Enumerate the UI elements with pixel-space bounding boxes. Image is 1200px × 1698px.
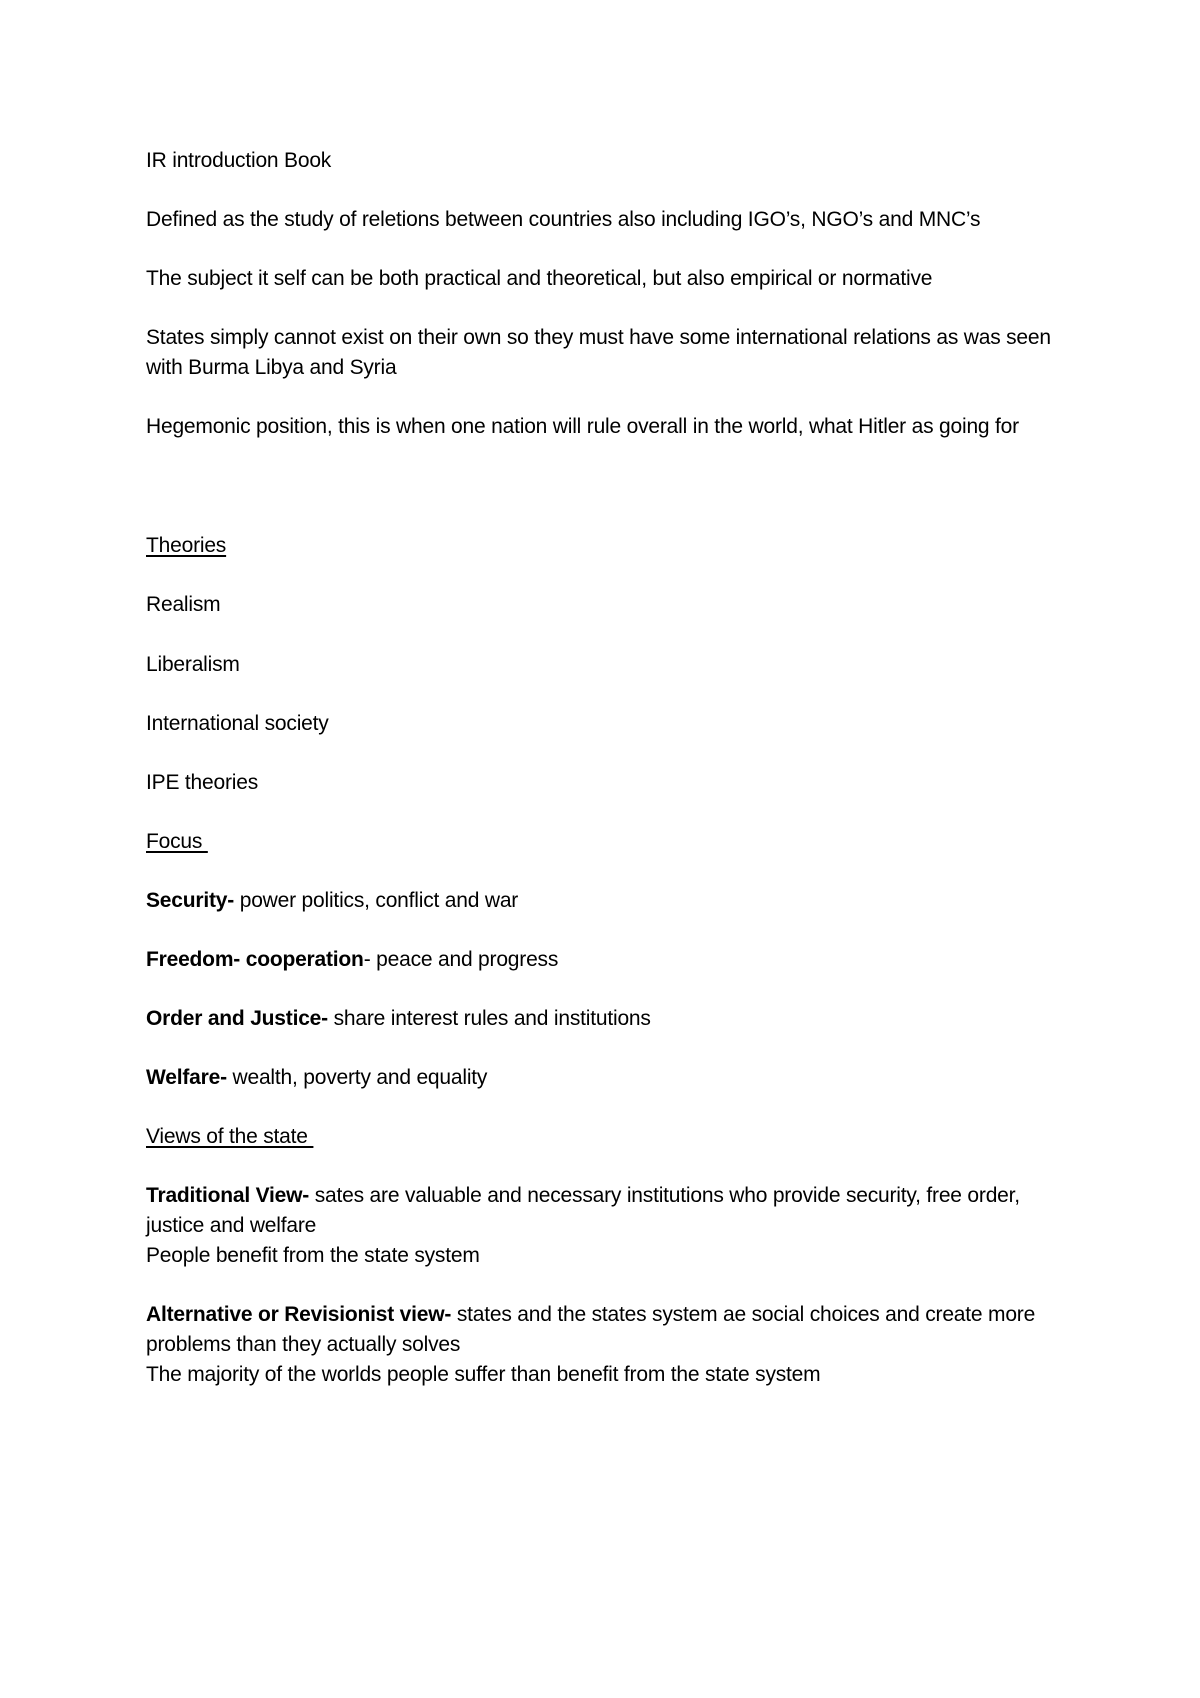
view-item <box>146 1181 1066 1271</box>
view-note: People benefit from the state system <box>146 1244 480 1267</box>
focus-item <box>146 945 1066 975</box>
focus-item <box>146 886 1066 916</box>
view-note: The majority of the worlds people suffer than benefit from the state system <box>146 1363 821 1386</box>
focus-term: Order and Justice- <box>146 1007 328 1030</box>
view-item <box>146 1300 1066 1390</box>
view-text: states and the states system ae social choices and create more problems than they actually solves <box>146 1303 1041 1356</box>
view-term: Traditional View- <box>146 1184 310 1207</box>
focus-term: Welfare- <box>146 1066 227 1089</box>
view-text: sates are valuable and necessary institutions who provide security, free order, justice and welfare <box>146 1184 1026 1237</box>
focus-text: wealth, poverty and equality <box>226 1066 488 1089</box>
theory-item: IPE theories <box>146 771 258 794</box>
focus-text: - peace and progress <box>363 948 559 971</box>
intro-paragraph: The subject it self can be both practical and theoretical, but also empirical or normative <box>146 267 933 290</box>
theory-item: International society <box>146 712 329 735</box>
intro-paragraph: States simply cannot exist on their own so they must have some international relations as was seen with Burma Libya and Syria <box>146 326 1051 379</box>
theories-heading: Theories <box>146 534 227 557</box>
view-term: Alternative or Revisionist view- <box>146 1303 452 1326</box>
intro-paragraph: Hegemonic position, this is when one nation will rule overall in the world, what Hitler as going for <box>146 415 1019 438</box>
focus-term: Freedom- cooperation <box>146 948 364 971</box>
document-body <box>146 146 1066 1419</box>
document-title: IR introduction Book <box>146 149 332 172</box>
theory-item: Liberalism <box>146 653 240 676</box>
focus-text: power politics, conflict and war <box>234 889 519 912</box>
focus-item <box>146 1063 1066 1093</box>
focus-item <box>146 1004 1066 1034</box>
focus-heading: Focus <box>146 830 208 853</box>
focus-text: share interest rules and institutions <box>327 1007 651 1030</box>
intro-paragraph: Defined as the study of reletions between countries also including IGO’s, NGO’s and MNC’s <box>146 208 981 231</box>
theory-item: Realism <box>146 593 221 616</box>
focus-term: Security- <box>146 889 235 912</box>
views-heading: Views of the state <box>146 1125 314 1148</box>
